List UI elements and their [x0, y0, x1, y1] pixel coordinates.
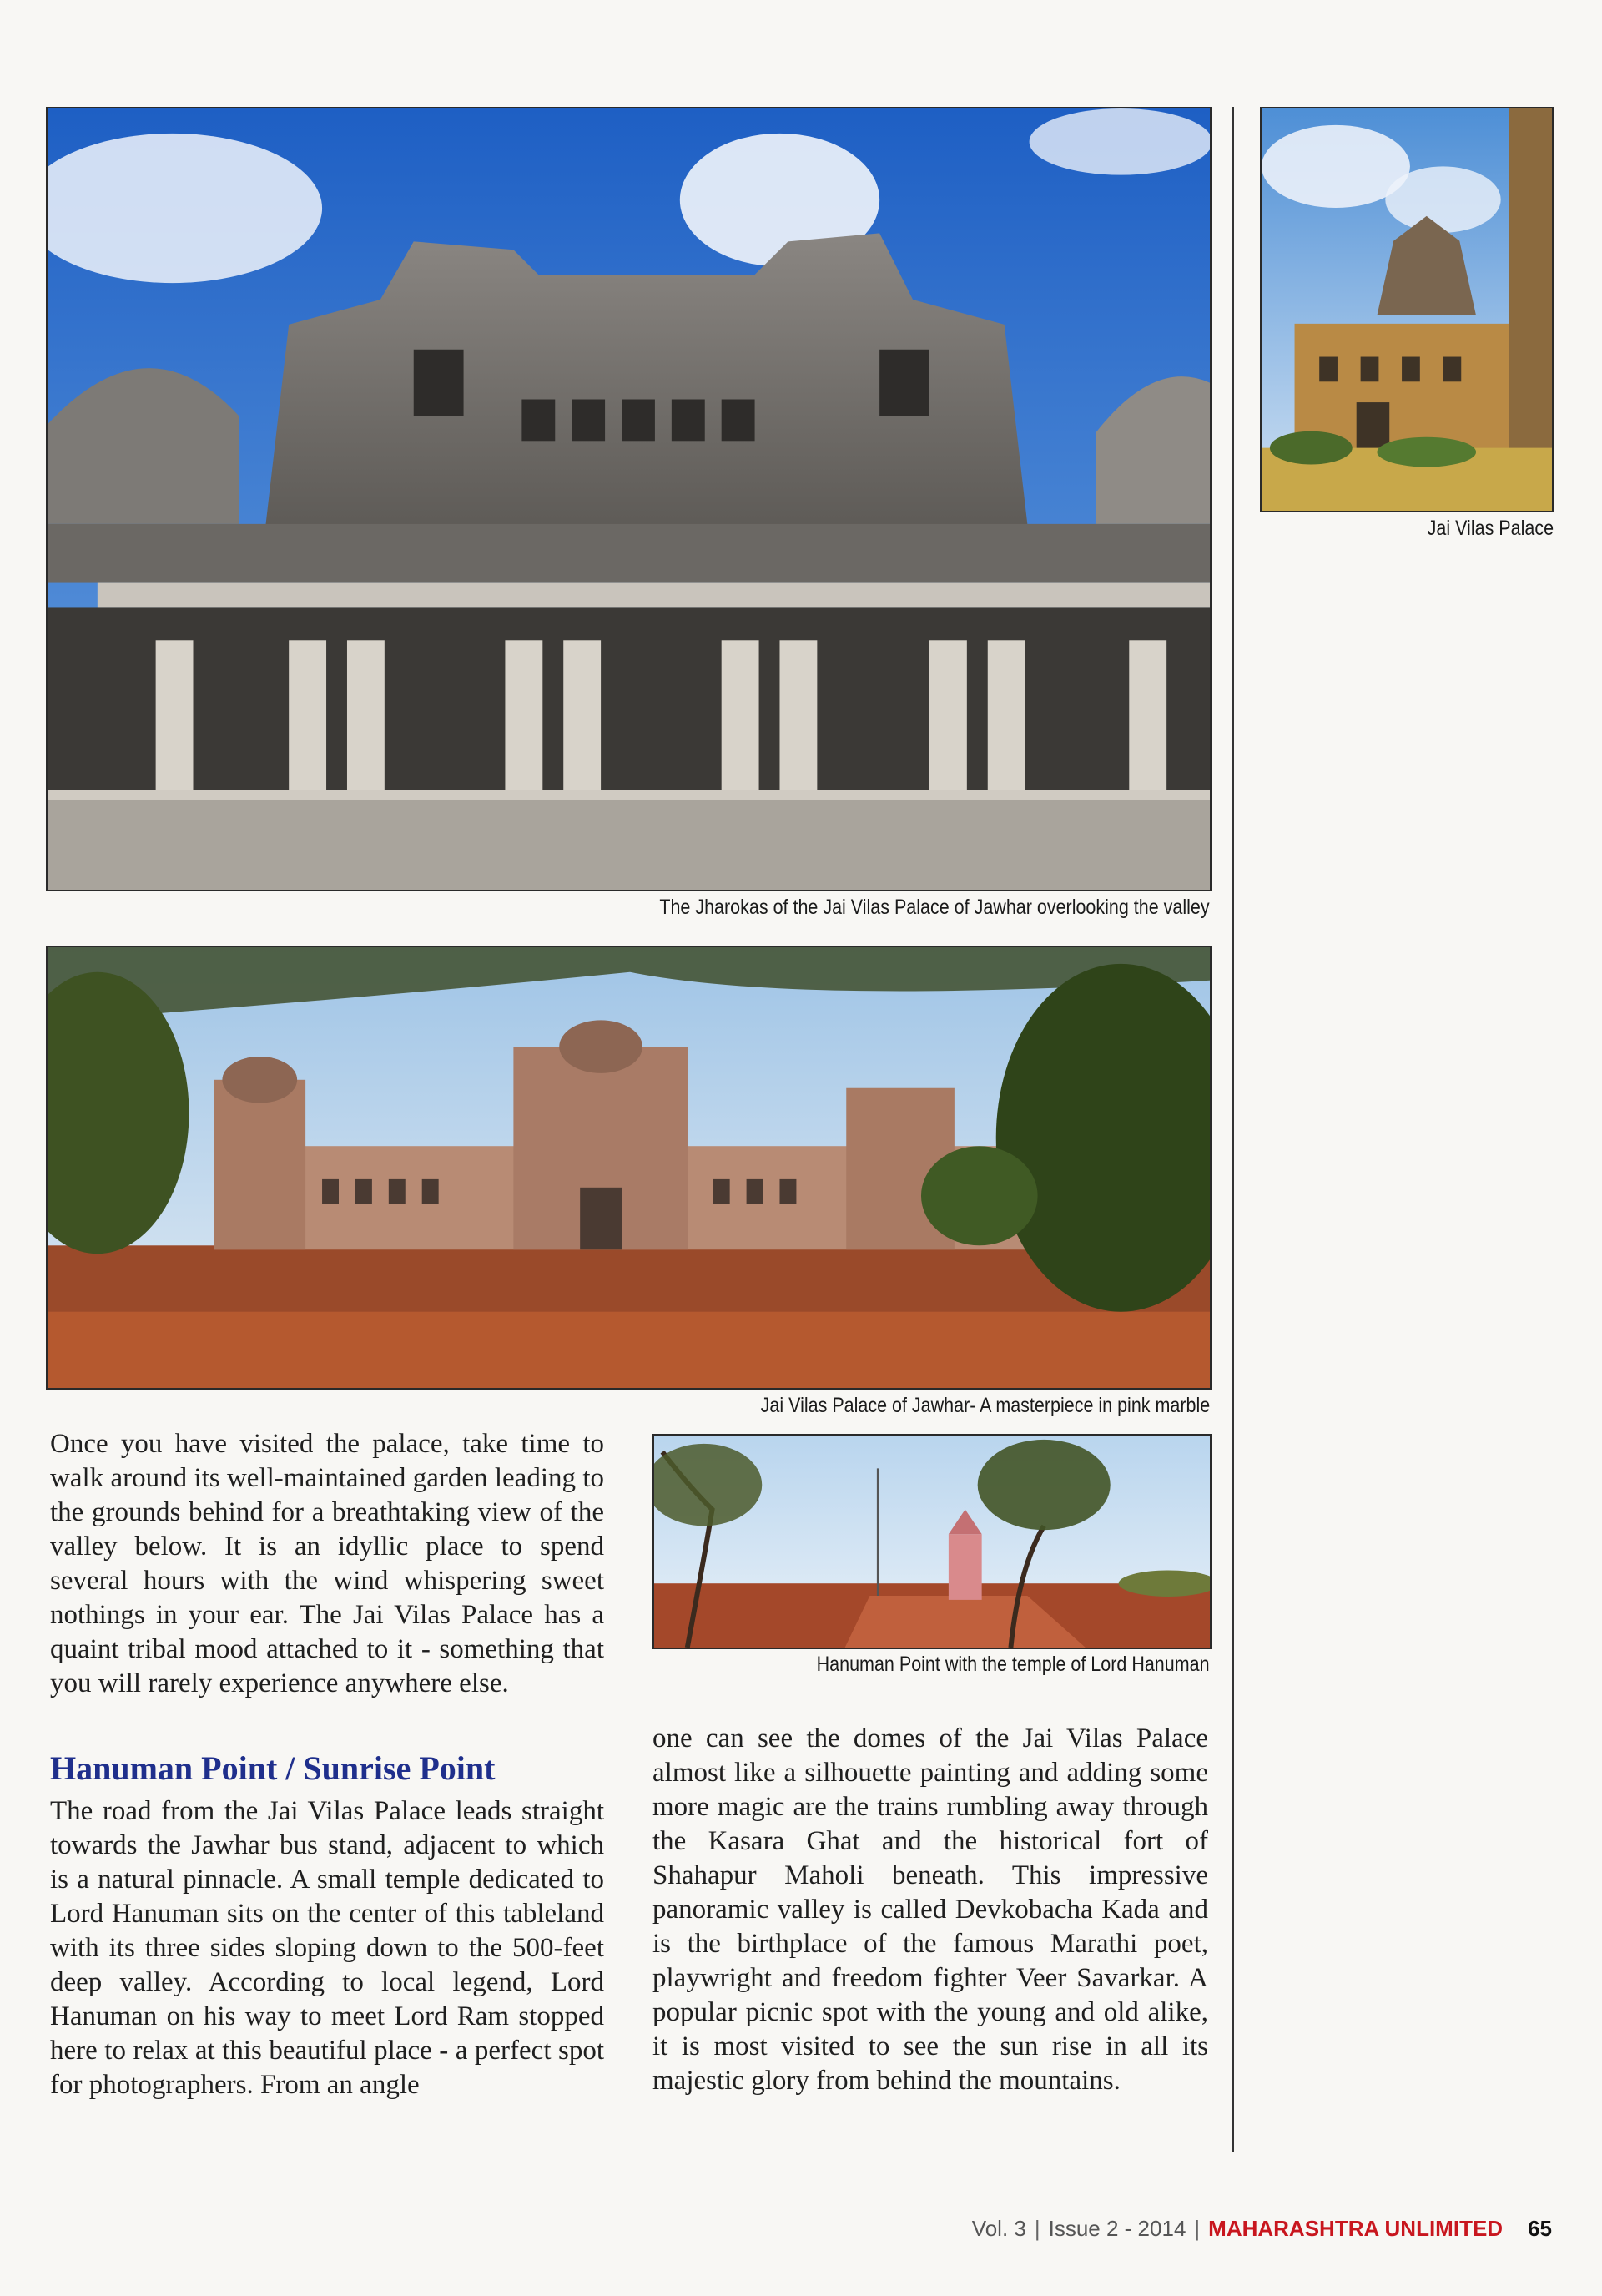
- jharokas-photo: [46, 107, 1212, 891]
- footer-magazine-name: MAHARASHTRA UNLIMITED: [1208, 2216, 1504, 2241]
- panorama-caption: Jai Vilas Palace of Jawhar- A masterpiece in pink marble: [760, 1394, 1210, 1417]
- jharokas-caption: The Jharokas of the Jai Vilas Palace of Jawhar overlooking the valley: [659, 896, 1210, 919]
- palace-side-photo: [1260, 107, 1554, 512]
- section-heading: Hanuman Point / Sunrise Point: [50, 1749, 496, 1787]
- footer-separator: |: [1194, 2216, 1201, 2241]
- temple-caption: Hanuman Point with the temple of Lord Hanuman: [817, 1653, 1210, 1676]
- footer-volume: Vol. 3: [971, 2216, 1026, 2241]
- footer-issue: Issue 2 - 2014: [1048, 2216, 1186, 2241]
- section-paragraph-left: The road from the Jai Vilas Palace leads straight towards the Jawhar bus stand, adjacent to which is a natural pinnacle. A small temple dedicated to Lord Hanuman sits on the center of this tableland with its three sides sloping down to the 500-feet deep valley. According to local legend, Lord Hanuman on his way to meet Lord Ram stopped here to relax at this beautiful place - a perfect spot for photographers. From an angle: [50, 1796, 604, 2100]
- page-number: 65: [1528, 2216, 1552, 2241]
- palace-panorama-photo: [46, 946, 1212, 1390]
- column-divider: [1232, 107, 1234, 2152]
- page-footer: [972, 2216, 1552, 2242]
- hanuman-temple-photo: [652, 1434, 1212, 1649]
- section-paragraph-right: one can see the domes of the Jai Vilas Palace almost like a silhouette painting and adding some more magic are the trains rumbling away through the Kasara Ghat and the historical fort of Shahapur Maholi beneath. This impressive panoramic valley is called Devkobacha Kada and is the birthplace of the famous Marathi poet, playwright and freedom fighter Veer Savarkar. A popular picnic spot with the young and old alike, it is most visited to see the sun rise in all its majestic glory from behind the mountains.: [652, 1723, 1208, 2096]
- intro-paragraph: Once you have visited the palace, take time to walk around its well-maintained garden leading to the grounds behind for a breathtaking view of the valley below. It is an idyllic place to spend several hours with the wind whispering sweet nothings in your ear. The Jai Vilas Palace has a quaint tribal mood attached to it - something that you will rarely experience anywhere else.: [50, 1429, 604, 1698]
- footer-separator: |: [1034, 2216, 1040, 2241]
- palace-side-caption: Jai Vilas Palace: [1427, 517, 1554, 540]
